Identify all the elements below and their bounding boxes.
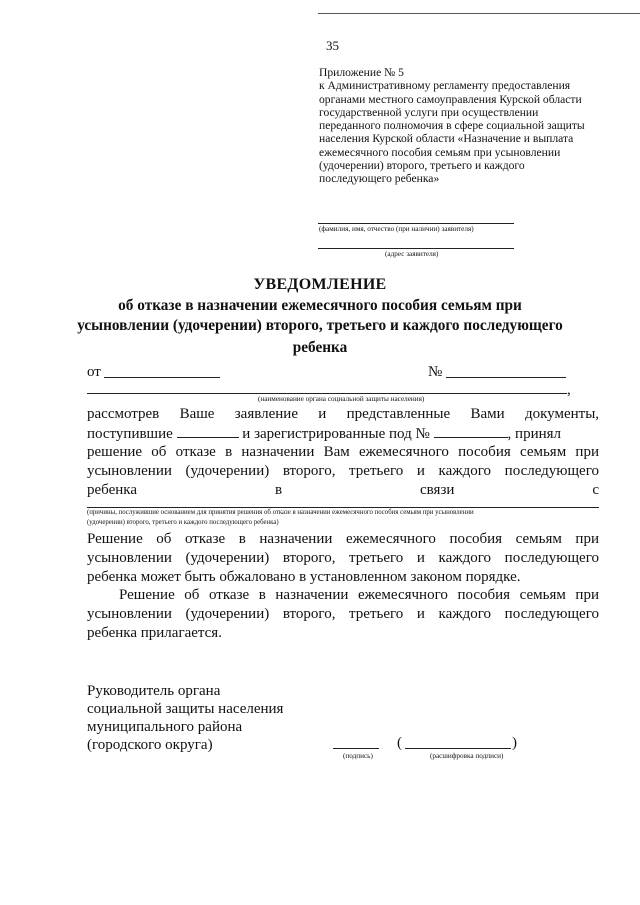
appendix-line: ежемесячного пособия семьям при усыновлении: [319, 145, 561, 159]
appendix-line: государственной услуги при осуществлении: [319, 105, 539, 119]
applicant-name-caption: (фамилия, имя, отчество (при наличии) заявителя): [319, 225, 474, 233]
body-line-4: усыновлении (удочерении) второго, третьего и каждого последующего: [87, 463, 599, 479]
appendix-line: органами местного самоуправления Курской области: [319, 92, 582, 106]
from-label: от: [87, 364, 101, 380]
document-subtitle-line-2: усыновлении (удочерении) второго, третьего и каждого последующего: [77, 317, 563, 334]
org-name-line[interactable]: [87, 393, 567, 394]
appendix-line: переданного полномочия в сфере социальной защиты: [319, 119, 585, 133]
body-line-3: решение об отказе в назначении Вам ежемесячного пособия семьям при: [87, 444, 599, 460]
decode-open-paren: (: [397, 735, 402, 751]
body-line-1: рассмотрев Ваше заявление и представленные Вами документы,: [87, 406, 600, 422]
appeal-line-1: Решение об отказе в назначении ежемесячного пособия семьям при: [87, 531, 599, 547]
document-subtitle-line-3: ребенка: [292, 339, 348, 356]
signature-position-block: [87, 682, 283, 754]
attachment-line-2: усыновлении (удочерении) второго, третьего и каждого последующего: [87, 606, 599, 622]
number-field[interactable]: [446, 377, 566, 378]
reason-caption-2: (удочерении) второго, третьего и каждого последующего ребенка): [87, 519, 279, 526]
signature-decode-caption: (расшифровка подписи): [430, 752, 504, 760]
page-number: 35: [326, 38, 339, 53]
top-rule: [318, 13, 640, 14]
attachment-line-1: Решение об отказе в назначении ежемесячного пособия семьям при: [119, 587, 599, 603]
document-heading: УВЕДОМЛЕНИЕ: [253, 276, 387, 293]
signature-position-line: Руководитель органа: [87, 683, 221, 699]
appeal-line-3: ребенка может быть обжаловано в установленном законом порядке.: [87, 569, 521, 585]
number-label: №: [428, 364, 443, 380]
appendix-line: (удочерении) второго, третьего и каждого: [319, 159, 525, 173]
appendix-line: Приложение № 5: [319, 66, 404, 79]
registration-number-field[interactable]: [434, 424, 508, 438]
signature-decode-line[interactable]: [405, 748, 511, 749]
signature-caption: (подпись): [343, 752, 373, 760]
document-subtitle-line-1: об отказе в назначении ежемесячного пособия семьям при: [118, 297, 522, 314]
applicant-address-line[interactable]: [318, 248, 514, 249]
from-date-field[interactable]: [104, 377, 220, 378]
appendix-line: к Административному регламенту предоставления: [319, 79, 571, 93]
reason-line[interactable]: [87, 507, 599, 508]
decode-close-paren: ): [512, 735, 517, 751]
signature-position-line: (городского округа): [87, 737, 213, 753]
signature-line[interactable]: [333, 748, 379, 749]
appendix-line: населения Курской области «Назначение и выплата: [319, 132, 574, 146]
appendix-line: последующего ребенка»: [319, 172, 440, 186]
appeal-line-2: усыновлении (удочерении) второго, третьего и каждого последующего: [87, 550, 599, 566]
applicant-address-caption: (адрес заявителя): [385, 250, 439, 258]
org-caption: (наименование органа социальной защиты населения): [258, 395, 425, 403]
body-line-2: поступившие и зарегистрированные под № , принял: [87, 426, 562, 442]
appendix-block: [319, 66, 599, 186]
attachment-line-3: ребенка прилагается.: [87, 625, 222, 641]
signature-position-line: социальной защиты населения: [87, 701, 284, 717]
applicant-name-line[interactable]: [318, 223, 514, 224]
body-line-5: ребенка в связи с: [87, 482, 600, 498]
org-trailing-comma: ,: [567, 382, 571, 398]
received-date-field[interactable]: [177, 424, 239, 438]
signature-position-line: муниципального района: [87, 719, 243, 735]
reason-caption-1: (причины, послужившие основанием для принятия решения об отказе в назначении ежемесячного пособия семьям при усыновлении: [87, 509, 474, 516]
